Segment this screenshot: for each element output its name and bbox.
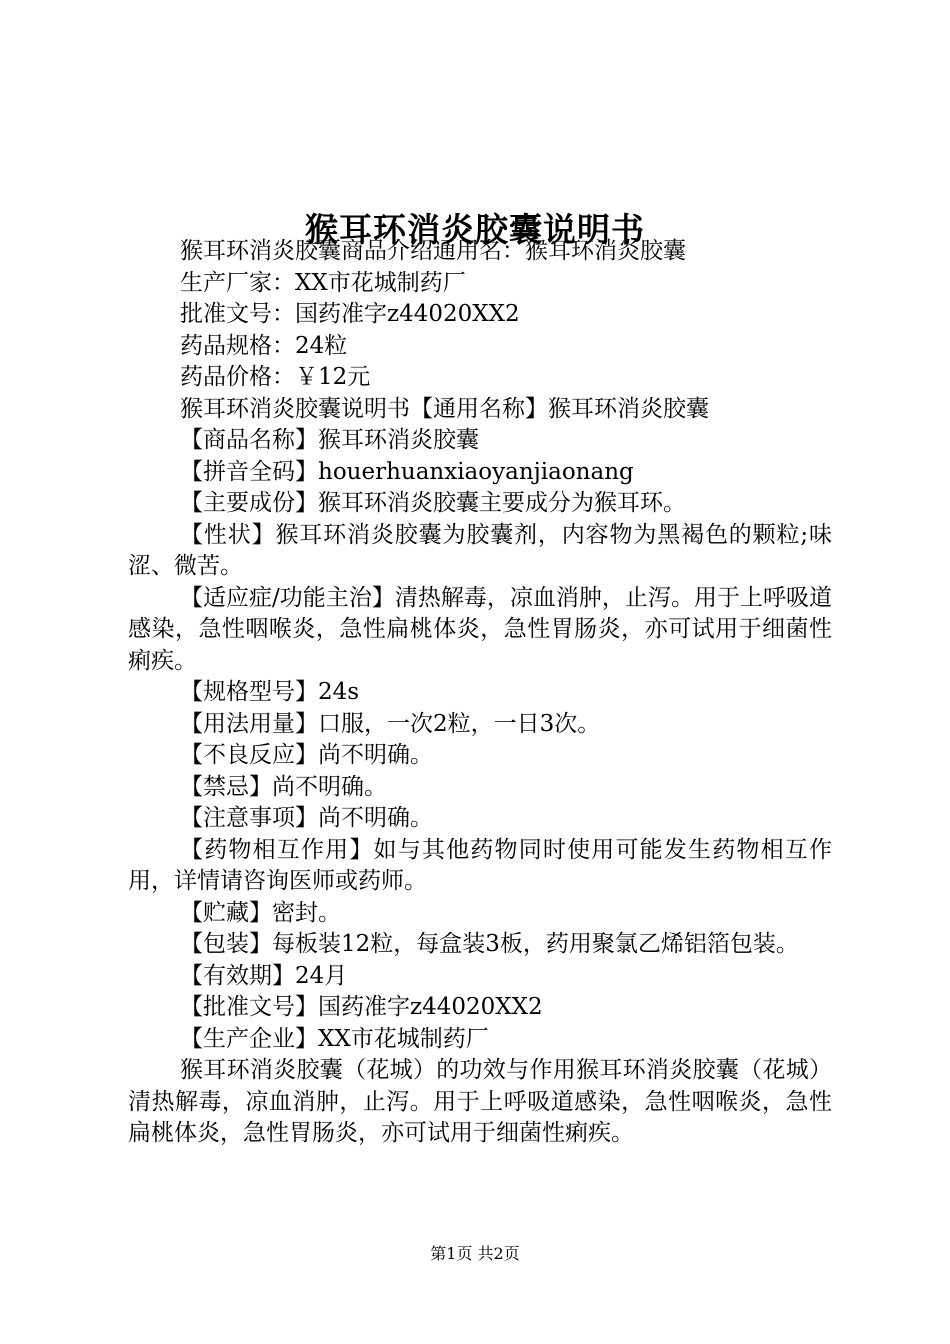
paragraph-generic-name: 猴耳环消炎胶囊说明书【通用名称】猴耳环消炎胶囊 bbox=[180, 395, 709, 422]
paragraph-properties: 【性状】猴耳环消炎胶囊为胶囊剂，内容物为黑褐色的颗粒;味涩、微苦。 bbox=[128, 521, 832, 579]
paragraph-effects: 猴耳环消炎胶囊（花城）的功效与作用猴耳环消炎胶囊（花城）清热解毒，凉血消肿，止泻。用于上呼吸道感染，急性咽喉炎，急性扁桃体炎，急性胃肠炎，亦可试用于细菌性痢疾。 bbox=[128, 1057, 832, 1146]
document-title: 猴耳环消炎胶囊说明书 bbox=[305, 210, 645, 250]
paragraph-price: 药品价格：￥12元 bbox=[180, 364, 371, 390]
paragraph-approval-number-2: 【批准文号】国药准字z44020XX2 bbox=[180, 994, 543, 1020]
paragraph-adverse-reactions: 【不良反应】尚不明确。 bbox=[180, 742, 433, 768]
paragraph-shelf-life: 【有效期】24月 bbox=[180, 962, 348, 989]
page-number-footer: 第1页 共2页 bbox=[430, 1244, 520, 1263]
paragraph-drug-interactions: 【药物相互作用】如与其他药物同时使用可能发生药物相互作用，详情请咨询医师或药师。 bbox=[128, 836, 832, 894]
paragraph-pinyin: 【拼音全码】houerhuanxiaoyanjiaonang bbox=[180, 458, 634, 485]
paragraph-model: 【规格型号】24s bbox=[180, 679, 360, 705]
paragraph-product-intro: 猴耳环消炎胶囊商品介绍通用名：猴耳环消炎胶囊 bbox=[180, 238, 686, 264]
paragraph-approval-number: 批准文号：国药准字z44020XX2 bbox=[180, 301, 520, 327]
paragraph-indications: 【适应症/功能主治】清热解毒，凉血消肿，止泻。用于上呼吸道感染，急性咽喉炎，急性扁桃体炎，急性胃肠炎，亦可试用于细菌性痢疾。 bbox=[128, 584, 832, 674]
paragraph-dosage: 【用法用量】口服，一次2粒，一日3次。 bbox=[180, 710, 601, 737]
paragraph-manufacturer-2: 【生产企业】XX市花城制药厂 bbox=[180, 1025, 489, 1052]
paragraph-contraindications: 【禁忌】尚不明确。 bbox=[180, 773, 387, 800]
paragraph-packaging: 【包装】每板装12粒，每盒装3板，药用聚氯乙烯铝箔包装。 bbox=[180, 931, 799, 957]
paragraph-ingredients: 【主要成份】猴耳环消炎胶囊主要成分为猴耳环。 bbox=[180, 490, 686, 516]
paragraph-trade-name: 【商品名称】猴耳环消炎胶囊 bbox=[180, 427, 479, 453]
paragraph-storage: 【贮藏】密封。 bbox=[180, 899, 341, 926]
paragraph-manufacturer: 生产厂家：XX市花城制药厂 bbox=[180, 269, 466, 296]
paragraph-specification: 药品规格：24粒 bbox=[180, 332, 348, 359]
document-body bbox=[128, 236, 832, 1150]
paragraph-precautions: 【注意事项】尚不明确。 bbox=[180, 805, 433, 831]
